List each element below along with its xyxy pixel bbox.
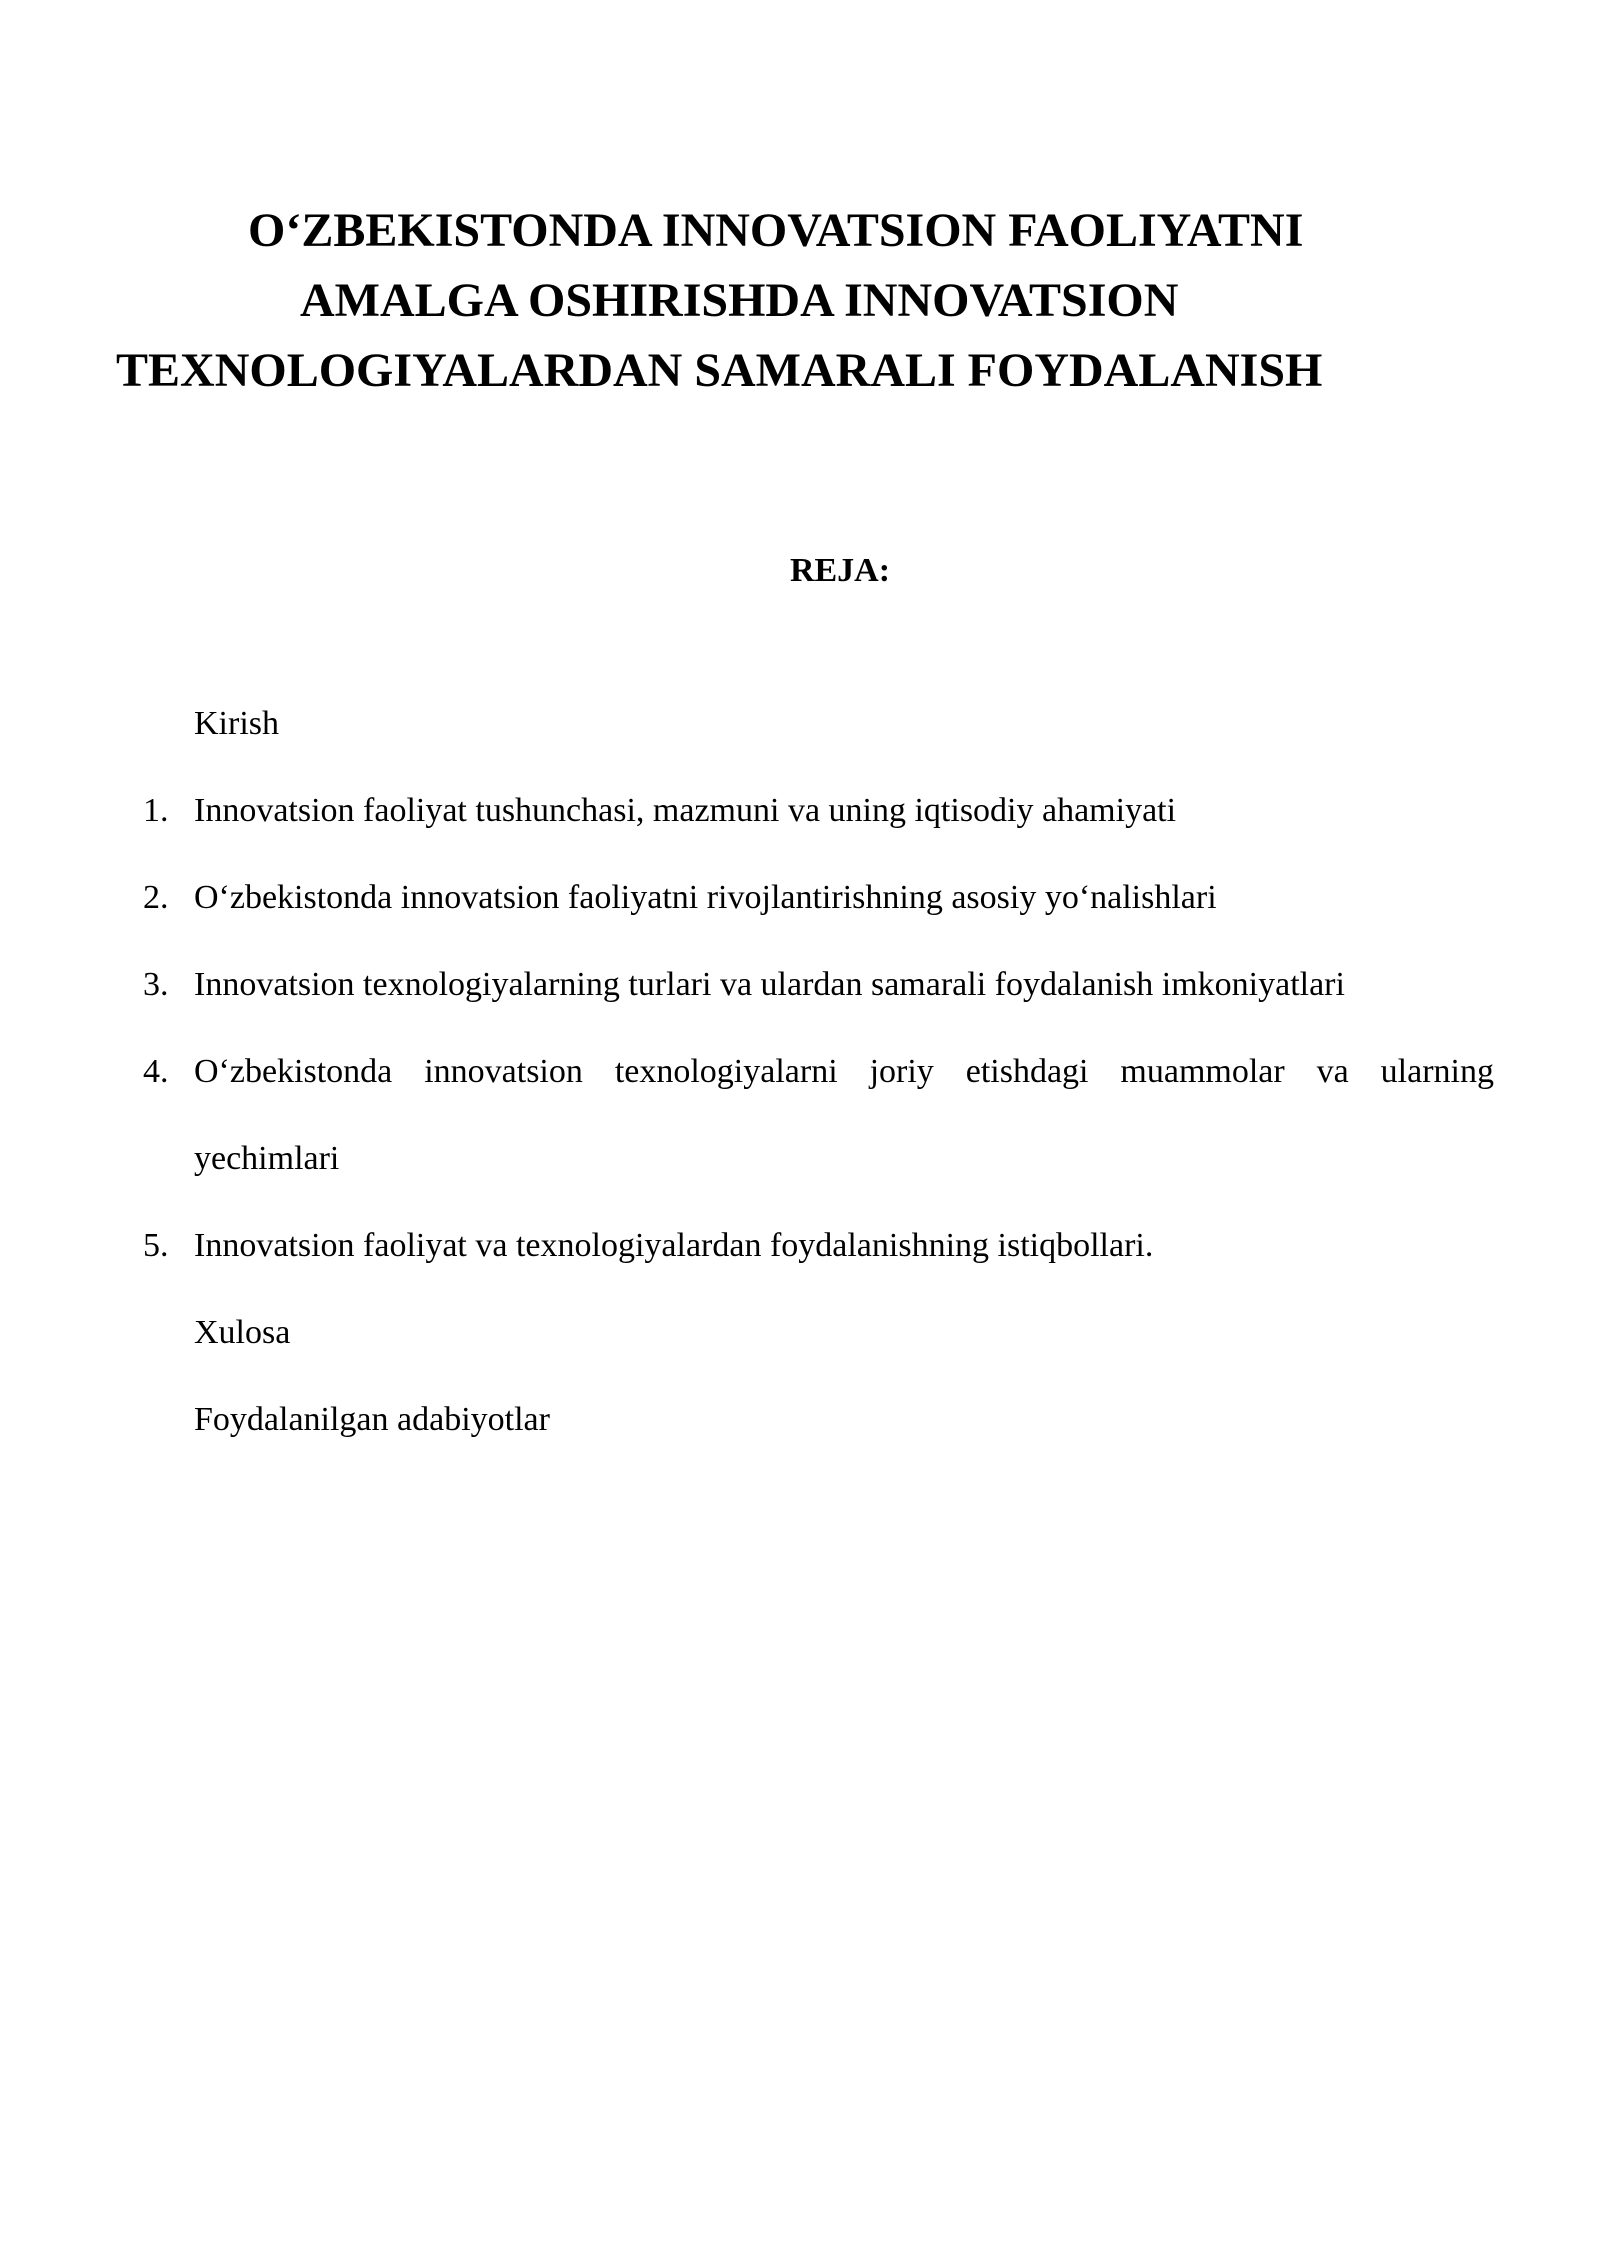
plan-item-number: 3.	[143, 966, 169, 1003]
plan-references-text: Foydalanilgan adabiyotlar	[194, 1401, 550, 1438]
plan-item-text: O‘zbekistonda innovatsion faoliyatni rivojlantirishning asosiy yo‘nalishlari	[194, 879, 1217, 916]
plan-item-number: 5.	[143, 1227, 169, 1264]
plan-intro-text: Kirish	[194, 705, 279, 742]
document-title	[0, 196, 1600, 406]
plan-item-continuation-text: yechimlari	[194, 1140, 340, 1177]
title-line-3: TEXNOLOGIYALARDAN SAMARALI FOYDALANISH	[116, 344, 1323, 397]
plan-item-text: O‘zbekistonda innovatsion texnologiyalarni joriy etishdagi muammolar va ularning	[194, 1053, 1494, 1090]
plan-heading: REJA:	[789, 552, 891, 589]
plan-item-text: Innovatsion faoliyat va texnologiyalardan foydalanishning istiqbollari.	[194, 1227, 1154, 1264]
plan-item-number: 2.	[143, 879, 169, 916]
plan-conclusion-text: Xulosa	[194, 1314, 291, 1351]
title-line-2: AMALGA OSHIRISHDA INNOVATSION	[300, 274, 1179, 327]
title-line-1: O‘ZBEKISTONDA INNOVATSION FAOLIYATNI	[248, 204, 1304, 257]
plan-item-text: Innovatsion faoliyat tushunchasi, mazmuni va uning iqtisodiy ahamiyati	[194, 792, 1177, 829]
plan-item-text: Innovatsion texnologiyalarning turlari va ulardan samarali foydalanish imkoniyatlari	[194, 966, 1345, 1003]
plan-item-number: 4.	[143, 1053, 169, 1090]
plan-item-number: 1.	[143, 792, 169, 829]
